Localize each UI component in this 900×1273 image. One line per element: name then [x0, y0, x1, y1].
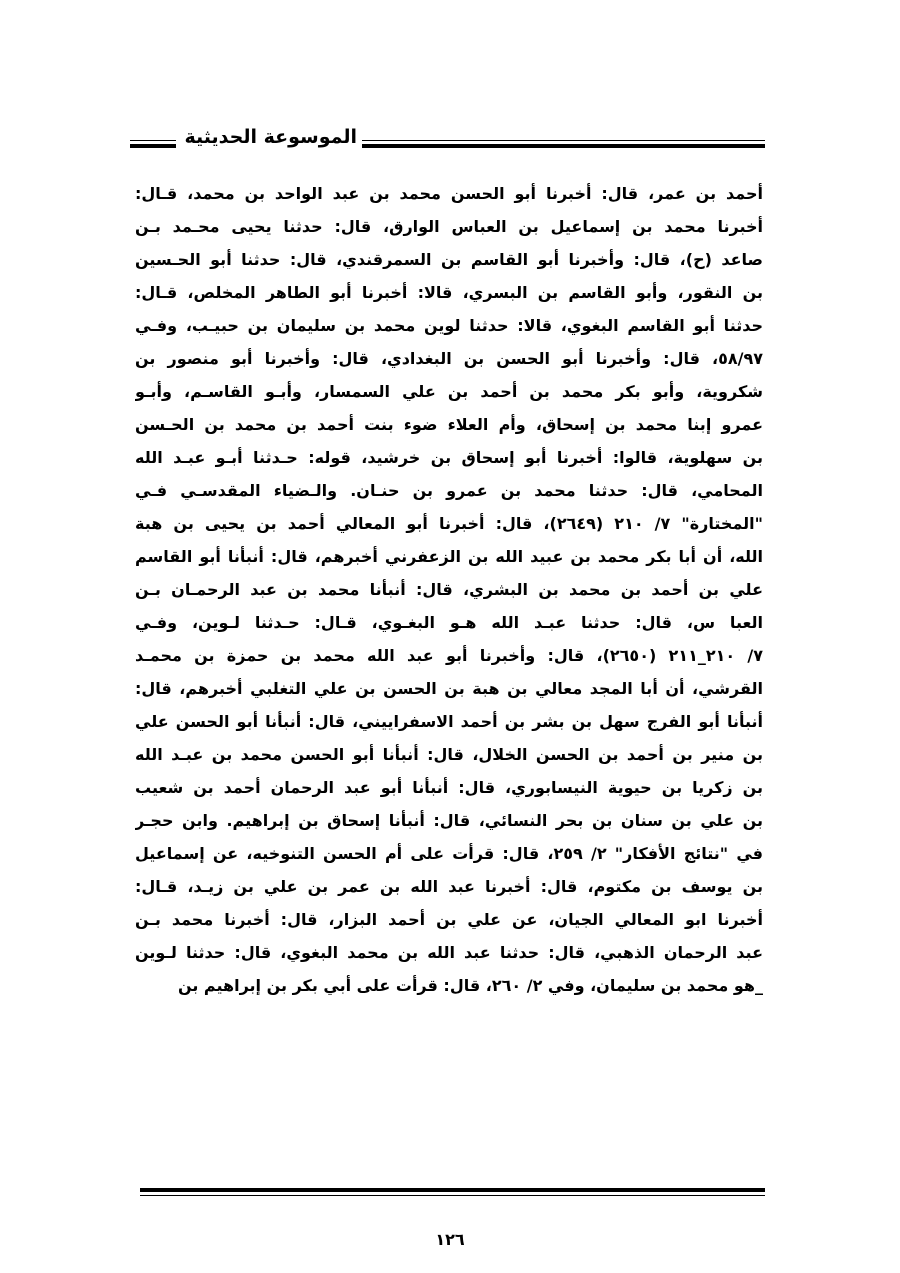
text-line: أخبرنا ابو المعالي الجيان، عن علي بن أحمد البزار، قال: أخبرنا محمد بـن — [135, 910, 763, 929]
running-header — [130, 126, 765, 162]
text-line: "المختارة" ٧/ ٢١٠ (٢٦٤٩)، قال: أخبرنا أبو المعالي أحمد بن يحيى بن هبة — [135, 514, 763, 533]
text-line: المحامي، قال: حدثنا محمد بن عمرو بن حنـان. والـضياء المقدسـي فـي — [135, 481, 763, 500]
text-line: ٧/ ٢١٠_٢١١ (٢٦٥٠)، قال: وأخبرنا أبو عبد الله محمد بن حمزة بن محمـد — [135, 646, 763, 665]
text-line: بن سهلوية، قالوا: أخبرنا أبو إسحاق بن خرشيد، قوله: حـدثنا أبـو عبـد الله — [135, 448, 763, 467]
text-line: القرشي، أن أبا المجد معالي بن هبة بن الحسن بن علي التغلبي أخبرهم، قال: — [135, 679, 763, 698]
text-line: _هو محمد بن سليمان، وفي ٢/ ٢٦٠، قال: قرأت على أبي بكر بن إبراهيم بن — [177, 976, 763, 995]
text-line: أخبرنا محمد بن إسماعيل بن العباس الوارق، قال: حدثنا يحيى محـمد بـن — [135, 217, 763, 236]
text-line: في "نتائج الأفكار" ٢/ ٢٥٩، قال: قرأت على أم الحسن التنوخيه، عن إسماعيل — [135, 844, 763, 863]
text-line: بن زكريا بن حيوية النيسابوري، قال: أنبأنا أبو عبد الرحمان أحمد بن شعيب — [135, 778, 763, 797]
text-line: أنبأنا أبو الفرج سهل بن بشر بن أحمد الاسفراييني، قال: أنبأنا أبو الحسن علي — [135, 712, 763, 731]
header-rule-right — [362, 140, 765, 148]
text-line: علي بن أحمد بن محمد بن البشري، قال: أنبأنا محمد بن عبد الرحمـان بـن — [135, 580, 763, 599]
text-line: عمرو إبنا محمد بن إسحاق، وأم العلاء ضوء بنت أحمد بن محمد بن الحـسن — [135, 415, 763, 434]
text-line: الله، أن أبا بكر محمد بن عبيد الله بن الزعفرني أخبرهم، قال: أنبأنا أبو القاسم — [135, 547, 763, 566]
text-line: بن منير بن أحمد بن الحسن الخلال، قال: أنبأنا أبو الحسن محمد بن عبـد الله — [135, 745, 763, 764]
text-line: شكروية، وأبو بكر محمد بن أحمد بن علي السمسار، وأبـو القاسـم، وأبـو — [135, 382, 763, 401]
text-line: بن النقور، وأبو القاسم بن البسري، قالا: أخبرنا أبو الطاهر المخلص، قـال: — [135, 283, 763, 302]
text-line: ٥٨/٩٧، قال: وأخبرنا أبو الحسن بن البغدادي، قال: وأخبرنا أبو منصور بن — [135, 349, 763, 368]
header-title: الموسوعة الحديثية — [184, 126, 357, 148]
text-line: العبا س، قال: حدثنا عبـد الله هـو البغـوي، قـال: حـدثنا لـوين، وفـي — [135, 613, 763, 632]
page-body — [135, 177, 763, 1002]
page-number: ١٢٦ — [435, 1230, 465, 1249]
text-line: بن علي بن سنان بن بحر النسائي، قال: أنبأنا إسحاق بن إبراهيم. وابن حجـر — [135, 811, 763, 830]
text-line: أحمد بن عمر، قال: أخبرنا أبو الحسن محمد بن عبد الواحد بن محمد، قـال: — [135, 184, 763, 203]
footer-rule — [140, 1188, 765, 1196]
text-line: صاعد (ح)، قال: وأخبرنا أبو القاسم بن السمرقندي، قال: حدثنا أبو الحـسين — [135, 250, 763, 269]
text-line: عبد الرحمان الذهبي، قال: حدثنا عبد الله بن محمد البغوي، قال: حدثنا لـوين — [135, 943, 763, 962]
text-line: بن يوسف بن مكتوم، قال: أخبرنا عبد الله بن عمر بن علي بن زيـد، قـال: — [135, 877, 763, 896]
header-rule-left — [130, 140, 176, 148]
text-line: حدثنا أبو القاسم البغوي، قالا: حدثنا لوين محمد بن سليمان بن حبيـب، وفـي — [135, 316, 763, 335]
